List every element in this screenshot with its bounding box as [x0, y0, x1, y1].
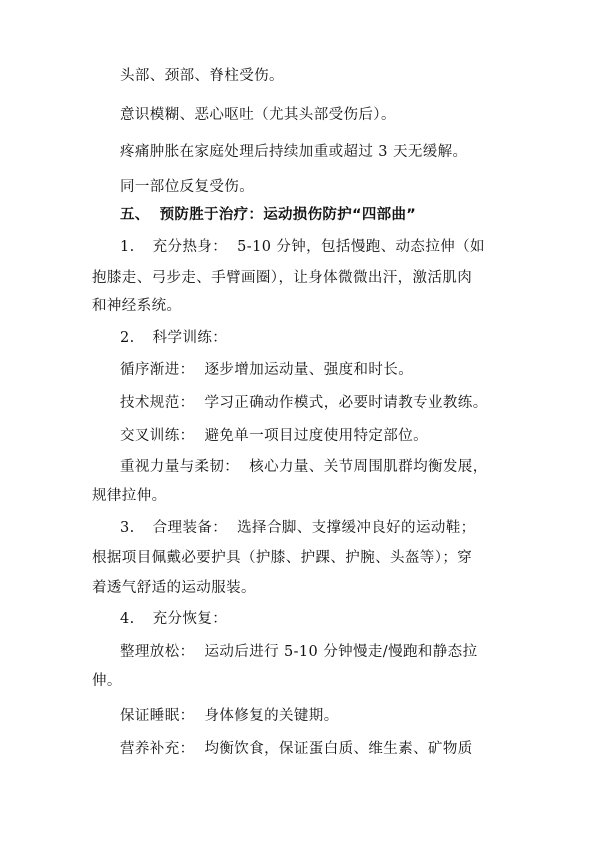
item-number: 2. — [120, 330, 135, 346]
item-label: 科学训练： — [152, 330, 228, 346]
item-text: 选择合脚、支撑缓冲良好的运动鞋； — [237, 520, 476, 536]
item-label: 合理装备： — [152, 520, 228, 536]
section-number: 五、 — [120, 207, 150, 223]
item1-line — [120, 237, 520, 257]
item-text: 根据项目佩戴必要护具（护膝、护踝、护腕、头盔等）；穿 — [92, 550, 473, 566]
item-label: 充分恢复： — [152, 611, 228, 627]
line-text: 意识模糊、恶心呕吐（尤其头部受伤后）。 — [120, 107, 396, 123]
item3-continuation — [92, 548, 492, 568]
item2-sub-cross-training — [120, 426, 520, 446]
item-text: 和神经系统。 — [92, 298, 182, 314]
line-text: 同一部位反复受伤。 — [120, 179, 255, 195]
item-number: 1. — [120, 239, 135, 255]
sub-text: 均衡饮食，保证蛋白质、维生素、矿物质 — [204, 741, 473, 757]
item3-continuation — [92, 578, 492, 598]
sub-label: 整理放松： — [120, 644, 195, 660]
sub-label: 保证睡眠： — [120, 708, 195, 724]
item2-sub-gradual — [120, 360, 520, 380]
item3-line — [120, 518, 520, 538]
item2-line — [120, 328, 520, 348]
warning-line-head-neck-spine — [120, 66, 520, 86]
sub-text: 避免单一项目过度使用特定部位。 — [204, 428, 428, 444]
item4-sub-cooldown-continuation — [92, 671, 492, 691]
item1-continuation — [92, 268, 492, 288]
sub-text: 逐步增加运动量、强度和时长。 — [204, 362, 414, 378]
item2-sub-strength-continuation — [92, 486, 492, 506]
warning-line-repeat-injury — [120, 177, 520, 197]
item-label: 充分热身： — [152, 239, 228, 255]
item4-sub-sleep — [120, 706, 520, 726]
sub-text: 规律拉伸。 — [92, 488, 167, 504]
item-text: 着透气舒适的运动服装。 — [92, 580, 256, 596]
item1-continuation — [92, 296, 492, 316]
warning-line-swelling — [120, 142, 520, 162]
sub-text: 伸。 — [92, 673, 122, 689]
warning-line-consciousness — [120, 105, 520, 125]
section-title: 预防胜于治疗：运动损伤防护“四部曲” — [159, 207, 417, 223]
item4-sub-nutrition — [120, 739, 520, 759]
sub-label: 技术规范： — [120, 395, 195, 411]
item-number: 4. — [120, 611, 135, 627]
section-heading — [120, 205, 520, 225]
sub-label: 循序渐进： — [120, 362, 195, 378]
line-text: 头部、颈部、脊柱受伤。 — [120, 68, 284, 84]
sub-text: 核心力量、关节周围肌群均衡发展， — [249, 459, 488, 475]
sub-text: 运动后进行 5-10 分钟慢走/慢跑和静态拉 — [204, 644, 478, 660]
sub-label: 营养补充： — [120, 741, 195, 757]
item4-line — [120, 609, 520, 629]
sub-label: 重视力量与柔韧： — [120, 459, 240, 475]
item-text: 5-10 分钟，包括慢跑、动态拉伸（如 — [237, 239, 485, 255]
sub-text: 身体修复的关键期。 — [204, 708, 339, 724]
item-number: 3. — [120, 520, 135, 536]
item2-sub-strength — [120, 457, 520, 477]
line-text: 疼痛肿胀在家庭处理后持续加重或超过 3 天无缓解。 — [120, 144, 468, 160]
sub-label: 交叉训练： — [120, 428, 195, 444]
item2-sub-technique — [120, 393, 520, 413]
item4-sub-cooldown — [120, 642, 520, 662]
sub-text: 学习正确动作模式，必要时请教专业教练。 — [204, 395, 488, 411]
item-text: 抱膝走、弓步走、手臂画圈），让身体微微出汗，激活肌肉 — [92, 270, 473, 286]
